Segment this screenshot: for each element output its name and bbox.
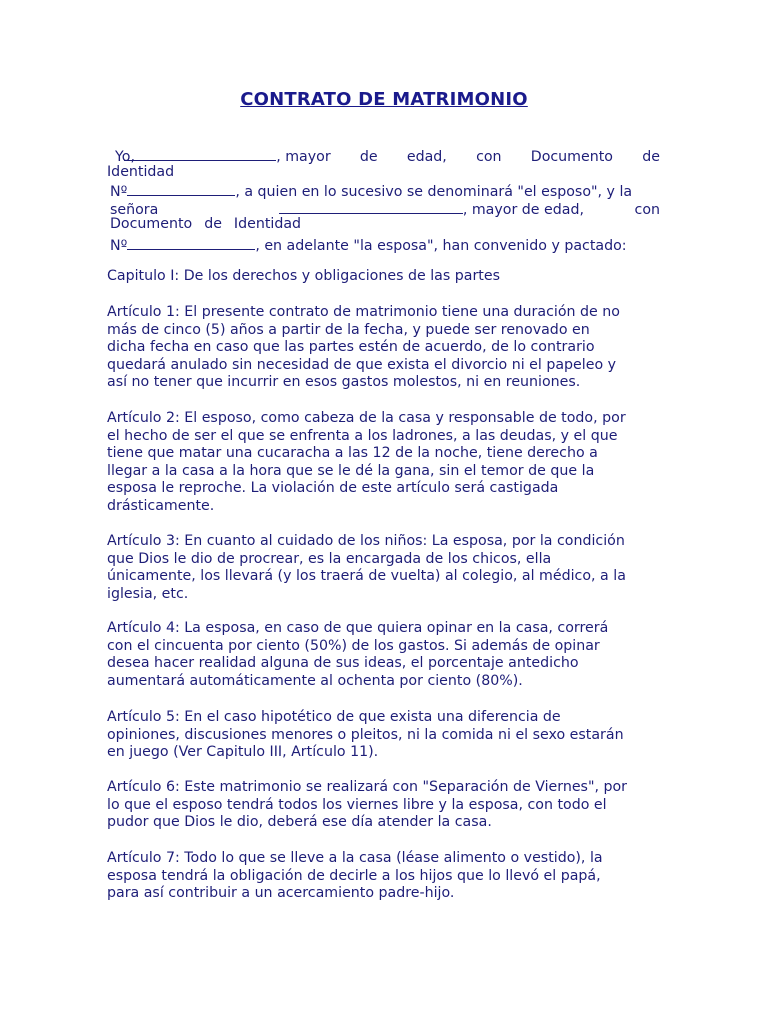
intro-mayor-2: , mayor de edad, [462, 202, 584, 218]
intro-num-label: Nº [110, 184, 128, 200]
intro-line-3 [110, 182, 663, 201]
intro-mayor: , mayor [276, 149, 331, 165]
article-line: Artículo 6: Este matrimonio se realizará con "Separación de Viernes", por [107, 779, 628, 795]
article-5 [107, 709, 659, 762]
intro-de: de [359, 149, 378, 165]
article-1 [107, 304, 659, 392]
intro-num-label-2: Nº [110, 238, 128, 254]
intro-line-2: Identidad [107, 164, 175, 180]
article-2 [107, 410, 659, 516]
article-line: con el cincuenta por ciento (50%) de los gastos. Si además de opinar [107, 637, 600, 654]
article-line: tiene que matar una cucaracha a las 12 de la noche, tiene derecho a [107, 445, 598, 462]
article-3 [107, 533, 659, 603]
intro-line-5 [110, 216, 663, 233]
article-6 [107, 779, 659, 832]
article-line: Artículo 3: En cuanto al cuidado de los niños: La esposa, por la condición [107, 533, 625, 549]
article-line: Artículo 1: El presente contrato de matrimonio tiene una duración de no [107, 304, 620, 320]
article-line: llegar a la casa a la hora que se le dé la gana, sin el temor de que la [107, 462, 595, 479]
esposa-id-blank[interactable] [127, 236, 255, 250]
article-7 [107, 850, 659, 903]
article-line: únicamente, los llevará (y los traerá de vuelta) al colegio, al médico, a la [107, 568, 626, 585]
intro-identidad: Identidad [233, 216, 302, 232]
intro-line-6 [110, 236, 663, 255]
esposo-id-blank[interactable] [127, 182, 235, 196]
intro-de-3: de [204, 216, 222, 232]
intro-yo: Yo, [115, 149, 135, 165]
article-line: quedará anulado sin necesidad de que exista el divorcio ni el papeleo y [107, 356, 617, 373]
article-line: opiniones, discusiones menores o pleitos, ni la comida ni el sexo estarán [107, 726, 624, 743]
article-line: más de cinco (5) años a partir de la fecha, y puede ser renovado en [107, 321, 590, 338]
intro-documento-2: Documento [110, 216, 193, 232]
article-line: aumentará automáticamente al ochenta por ciento (80%). [107, 672, 523, 689]
document-title: CONTRATO DE MATRIMONIO [240, 89, 528, 110]
intro-senora: señora [110, 202, 159, 218]
article-line: desea hacer realidad alguna de sus ideas, el porcentaje antedicho [107, 655, 579, 672]
intro-con-2: con [634, 202, 660, 218]
article-line: iglesia, etc. [107, 585, 189, 602]
article-line: Artículo 5: En el caso hipotético de que exista una diferencia de [107, 709, 561, 725]
article-line: Artículo 2: El esposo, como cabeza de la casa y responsable de todo, por [107, 410, 626, 426]
article-line: drásticamente. [107, 497, 215, 514]
intro-edad: edad, [406, 149, 447, 165]
article-line: para así contribuir a un acercamiento padre-hijo. [107, 885, 455, 902]
article-line: lo que el esposo tendrá todos los viernes libre y la esposa, con todo el [107, 796, 607, 813]
chapter-heading: Capitulo I: De los derechos y obligaciones de las partes [107, 268, 500, 284]
article-line: así no tener que incurrir en esos gastos molestos, ni en reuniones. [107, 374, 581, 391]
intro-esposo-text: , a quien en lo sucesivo se denominará "el esposo", y la [235, 184, 633, 200]
intro-de-2: de [642, 149, 660, 165]
article-line: esposa le reproche. La violación de este artículo será castigada [107, 480, 559, 497]
article-line: esposa tendrá la obligación de decirle a los hijos que lo llevó el papá, [107, 867, 601, 884]
esposo-name-blank[interactable] [124, 147, 276, 161]
article-4 [107, 620, 659, 690]
intro-documento: Documento [530, 149, 613, 165]
article-line: Artículo 7: Todo lo que se lleve a la casa (léase alimento o vestido), la [107, 850, 603, 866]
esposa-name-blank[interactable] [279, 200, 463, 214]
article-line: pudor que Dios le dio, deberá ese día atender la casa. [107, 814, 492, 831]
article-line: el hecho de ser el que se enfrenta a los ladrones, a las deudas, y el que [107, 427, 618, 444]
article-line: en juego (Ver Capitulo III, Artículo 11). [107, 744, 379, 761]
article-line: que Dios le dio de procrear, es la encargada de los chicos, ella [107, 550, 552, 567]
intro-esposa-text: , en adelante "la esposa", han convenido y pactado: [255, 238, 627, 254]
article-line: dicha fecha en caso que las partes estén de acuerdo, de lo contrario [107, 339, 595, 356]
article-line: Artículo 4: La esposa, en caso de que quiera opinar en la casa, correrá [107, 620, 609, 636]
intro-con: con [476, 149, 502, 165]
